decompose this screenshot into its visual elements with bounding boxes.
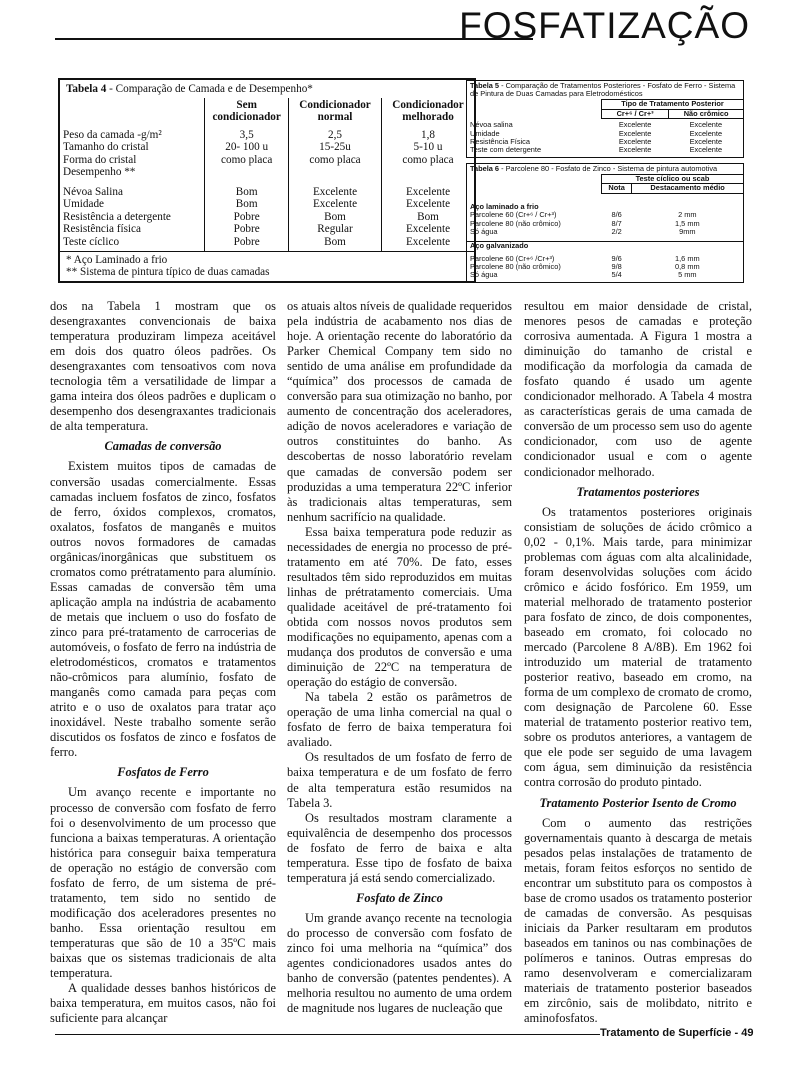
table-row: [467, 271, 744, 279]
table-4-cell: Regular: [289, 223, 382, 236]
table-6-cell: 8/6: [611, 210, 622, 220]
table-4-cell: Bom: [289, 236, 382, 249]
table-6-cell: Parcolene 60 (Cr+⁶ / Cr+³): [470, 210, 557, 220]
table-4-cell: Pobre: [205, 236, 289, 249]
table-4-footnotes: * Aço Laminado a frio ** Sistema de pintura típico de duas camadas: [59, 251, 475, 282]
table-row: [467, 146, 744, 154]
paragraph: Um grande avanço recente na tecnologia do processo de conversão com fosfato de zinco foi uma melhoria na “química” dos agentes condicionadores usados antes do banho de conversão (patentes pendentes). A melhoria resultou no aumento de uma ordem de magnitude nos lugares de nucleação que: [287, 910, 512, 1016]
table-row: [59, 166, 475, 179]
table-5-header: Cr+⁶ / Cr+³: [602, 109, 669, 118]
table-6-caption: Tabela 6 - Parcolene 80 - Fosfato de Zinco - Sistema de pintura automotiva: [470, 164, 718, 173]
table-6-group-label: Aço laminado a frio: [470, 202, 539, 212]
table-4-cell: 2,5: [289, 129, 382, 142]
text-column-1: [50, 299, 276, 1026]
table-4-cell: 1,8: [382, 129, 476, 142]
table-5-cell: Excelente: [618, 120, 652, 130]
table-4-header: Sem condicionador: [205, 98, 289, 125]
table-4-cell: Teste cíclico: [63, 235, 120, 248]
table-5-cell: Excelente: [618, 128, 652, 138]
table-5-cell: Excelente: [618, 136, 652, 146]
footer-rule: [55, 1034, 600, 1035]
table-4-cell: Excelente: [289, 186, 382, 199]
paragraph: Com o aumento das restrições governamentais quanto à descarga de metais pesados pelas instalações de tratamento de metais, foram feitos esforços no sentido de encontrar um substituto para os compostos à base de cromo usados os tratamento posterior de camadas de conversão. As pesquisas iniciais da Parker resultaram em produtos baseados em taninos ou nas combinações de polímeros e taninos. Outras empresas do ramo desenvolveram e comercializaram materiais de tratamento posterior baseados em zircônio, sais de molibdato, nitrito e aminofosfatos.: [524, 815, 752, 1026]
section-heading: Fosfatos de Ferro: [117, 765, 209, 780]
table-row: [59, 129, 475, 142]
table-6-cell: Parcolene 80 (não crômico): [470, 261, 561, 271]
table-5-cell: Teste com detergente: [470, 144, 542, 154]
table-4-cell: Excelente: [382, 236, 476, 249]
table-4-cell: Excelente: [382, 223, 476, 236]
table-6-cell: 9mm: [679, 226, 696, 236]
table-6-cell: Só água: [470, 270, 498, 280]
table-4-cell: 20- 100 u: [205, 141, 289, 154]
table-4-cell: Resistência física: [63, 223, 141, 235]
table-4: [58, 78, 476, 283]
table-4-caption: Tabela 4 - Comparação de Camada e de Desempenho*: [66, 83, 313, 95]
table-4-header: Condicionador melhorado: [382, 98, 476, 125]
table-5: [466, 80, 744, 158]
table-row: [59, 186, 475, 199]
table-6-cell: 5 mm: [678, 270, 697, 280]
table-4-cell: Bom: [382, 211, 476, 224]
table-6-cell: Parcolene 60 (Cr+⁶ /Cr+³): [470, 253, 555, 263]
table-row: [59, 236, 475, 249]
table-4-cell: Névoa Salina: [63, 185, 123, 198]
table-row: [467, 228, 744, 236]
table-4-cell: [289, 166, 382, 179]
table-4-cell: Excelente: [382, 198, 476, 211]
paragraph: Na tabela 2 estão os parâmetros de operação de uma linha comercial na qual o fosfato de ferro de baixa temperatura foi avaliado.: [287, 690, 512, 750]
table-4-cell: Excelente: [382, 186, 476, 199]
table-5-cell: Névoa salina: [470, 120, 513, 130]
table-5-header: Não crômico: [669, 109, 744, 118]
table-4-cell: [205, 166, 289, 179]
table-6-cell: 5/4: [611, 270, 622, 280]
table-6: [466, 163, 744, 283]
table-5-cell: Excelente: [689, 136, 723, 146]
paragraph: Os tratamentos posteriores originais consistiam de soluções de ácido crômico a 0,02 - 0,1%. Mais tarde, para minimizar problemas com águas com alta alcalinidade, foram desenvolvidas soluções com ácido crômico e ácido fosfórico. Em 1959, um material melhorado de tratamento posterior para fosfato de zinco, de dois componentes, baseado em cromato, foi colocado no mercado (Parcolene 8 A/8B). Em 1962 foi introduzido um material de tratamento posterior reativo, baseado em cromo, na forma de um complexo de cromato de cromo, com designação de Parcolene 60. Esse material de tratamento posterior reativo tem, sobre os produtos anteriores, a vantagem de que ele pode ser seguido de uma lavagem com água, sem diminuição da resistência contra corrosão do produto pintado.: [524, 504, 752, 790]
table-6-cell: 0,8 mm: [675, 261, 700, 271]
table-4-cell: 3,5: [205, 129, 289, 142]
table-4-cell: Desempenho **: [63, 166, 136, 178]
table-row: [59, 141, 475, 154]
table-row: [59, 198, 475, 211]
paragraph: Existem muitos tipos de camadas de conversão usadas comercialmente. Essas camadas incluem fosfatos de zinco, fosfatos de ferro, óxidos complexos, cromatos, oxalatos, fosfatos de manganês e muitos outros novos formadores de camadas orgânicas/inorgânicas que substituem os cromatos como prétratamento para alumínio. Essas camadas de conversão têm uma aplicação ampla na indústria de acabamento de metais que incluem o uso do fosfato de zinco para pré-tratamento de carrocerias de automóveis, o fosfato de ferro na indústria de eletrodomésticos, cromatos e tratamentos não-crômicos para alumínio, fosfato de manganês como camada para peças com atrito e o uso de oxalatos para tratar aço inoxidável. Neste trabalho somente serão discutidos os fosfatos de zinco e fosfatos de ferro.: [50, 459, 276, 760]
table-4-cell: Peso da camada -g/m²: [63, 128, 162, 141]
table-6-cell: 9/8: [611, 261, 622, 271]
section-heading: Tratamento Posterior Isento de Cromo: [539, 795, 737, 810]
table-4-cell: Umidade: [63, 198, 105, 210]
table-6-cell: 2 mm: [678, 210, 697, 220]
table-row: [467, 263, 744, 271]
table-4-cell: [382, 166, 476, 179]
table-6-cell: 9/6: [611, 253, 622, 263]
section-heading: Tratamentos posteriores: [576, 484, 700, 499]
table-6-cell: 8/7: [611, 218, 622, 228]
table-6-cell: Só água: [470, 226, 498, 236]
table-5-cell: Excelente: [689, 120, 723, 130]
paragraph: resultou em maior densidade de cristal, menores pesos de camadas e proteção corrosiva aumentada. A Figura 1 mostra a diminuição do tamanho de cristal e modificação da morfologia da camada de fosfato quando é usado um agente condicionador melhorado. A Tabela 4 mostra as características gerais de uma camada de conversão de um processo sem uso do agente condicionador, com uso de agente condicionador usual e com o agente condicionador melhorado.: [524, 299, 752, 479]
table-6-cell: 1,6 mm: [675, 253, 700, 263]
section-heading: Fosfato de Zinco: [356, 890, 443, 905]
section-title: FOSFATIZAÇÃO: [459, 5, 750, 46]
table-5-caption: Tabela 5 - Comparação de Tratamentos Posteriores - Fosfato de Ferro - Sistema de Pintura de Duas Camadas para Eletrodomésticos: [470, 81, 736, 99]
paragraph: Um avanço recente e importante no processo de conversão com fosfato de ferro foi o desenvolvimento de um processo que funciona a baixas temperaturas. A orientação histórica para conseguir baixa temperatura de operação no estágio de conversão com fosfato de ferro, de um sistema de pré-tratamento, tem sido no sentido de modificação dos aceleradores presentes no banho. Essa orientação resultou em temperaturas que são de 10 a 35ºC mais baixas que os sistemas tradicionais de alta temperatura.: [50, 785, 276, 981]
table-4-header: Condicionador normal: [289, 98, 382, 125]
table-4-cell: 5-10 u: [382, 141, 476, 154]
paragraph: Essa baixa temperatura pode reduzir as necessidades de energia no processo de pré-tratamento em até 70%. De fato, esses resultados têm sido reproduzidos em muitas linhas de prétratamento comerciais. Uma qualidade aceitável de pré-tratamento foi obtida com nossos novos produtos sem modificações no equipamento, apenas com a mudança dos produtos de conversão e uma diminuição de 22ºC na temperatura de operação do estágio de conversão.: [287, 524, 512, 690]
table-6-cell: 2/2: [611, 226, 622, 236]
table-4-cell: Excelente: [289, 198, 382, 211]
table-5-cell: Excelente: [689, 144, 723, 154]
paragraph: Os resultados de um fosfato de ferro de baixa temperatura e de um fosfato de ferro de alta temperatura estão resumidos na Tabela 3.: [287, 750, 512, 810]
table-row: [467, 220, 744, 228]
text-column-2: [287, 299, 512, 1016]
table-6-cell: 1,5 mm: [675, 218, 700, 228]
paragraph: A qualidade desses banhos históricos de baixa temperatura, em muitos casos, não foi suficiente para alcançar: [50, 981, 276, 1026]
table-6-group-label: Aço galvanizado: [470, 241, 529, 251]
table-5-cell: Excelente: [618, 144, 652, 154]
table-4-cell: como placa: [289, 154, 382, 167]
paragraph: dos na Tabela 1 mostram que os desengraxantes convencionais de baixa temperatura produziram limpeza aceitável em dois dos quatro óleos padrões. Os desengraxantes com tensoativos com nova tecnologia têm a versatilidade de limpar a gama inteira dos óleos padrões e duplicam o desempenho dos desengraxantes tradicionais de alta temperatura.: [50, 299, 276, 434]
table-5-cell: Umidade: [470, 128, 500, 138]
table-4-cell: Bom: [205, 186, 289, 199]
table-4-cell: como placa: [382, 154, 476, 167]
table-row: [59, 154, 475, 167]
page-footer: Tratamento de Superfície - 49: [600, 1027, 754, 1039]
table-4-cell: Bom: [205, 198, 289, 211]
table-4-cell: 15-25u: [289, 141, 382, 154]
table-4-cell: Pobre: [205, 223, 289, 236]
table-4-cell: Resistência a detergente: [63, 210, 171, 223]
table-row: [59, 211, 475, 224]
text-column-3: [524, 299, 752, 1026]
section-heading: Camadas de conversão: [104, 439, 222, 454]
paragraph: os atuais altos níveis de qualidade requeridos pela indústria de acabamento nos dias de hoje. A orientação recente do laboratório da Parker Chemical Company tem sido no sentido de uma análise em profundidade da “química” dos processos de camada de conversão para sua otimização no banho, por aumento de concentração dos aceleradores, adição de novos aceleradores e variação de outros constituintes do banho. As descobertas de nosso laboratório revelam que camadas de conversão podem ser produzidas a uma temperatura 22ºC inferior às tradicionais altas temperaturas, sem nenhum sacrifício na qualidade.: [287, 299, 512, 524]
table-4-cell: Bom: [289, 211, 382, 224]
table-6-header: Nota: [602, 184, 632, 193]
table-4-cell: Tamanho do cristal: [63, 141, 149, 153]
table-5-cell: Excelente: [689, 128, 723, 138]
table-5-group-header: Tipo de Tratamento Posterior: [602, 100, 744, 109]
paragraph: Os resultados mostram claramente a equivalência de desempenho dos processos de fosfato de ferro de baixa e alta temperatura. Esse tipo de fosfato de baixa temperatura já está sendo comercializado.: [287, 810, 512, 885]
table-4-cell: Forma do cristal: [63, 153, 137, 166]
table-4-cell: como placa: [205, 154, 289, 167]
table-6-group-header: Teste cíclico ou scab: [602, 175, 744, 184]
table-6-header: Destacamento médio: [632, 184, 744, 193]
table-4-cell: Pobre: [205, 211, 289, 224]
table-6-cell: Parcolene 80 (não crômico): [470, 218, 561, 228]
table-5-cell: Resistência Física: [470, 136, 530, 146]
table-row: [59, 223, 475, 236]
table-4-header: [59, 98, 205, 125]
